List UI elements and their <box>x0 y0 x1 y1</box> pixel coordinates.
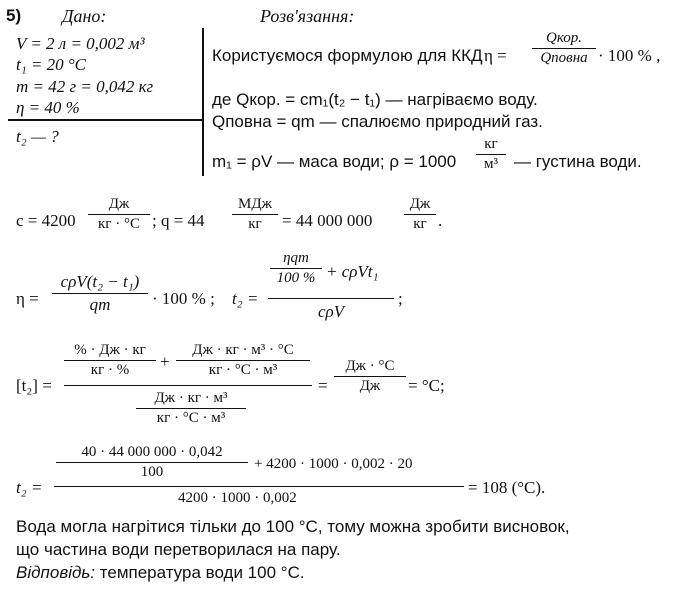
fraction-numerator: Qкор. <box>545 30 583 46</box>
fraction-numerator: % · Дж · кг <box>74 342 146 358</box>
given-label: Дано: <box>62 6 107 26</box>
fraction-denominator: кг <box>413 216 427 233</box>
calc-plus-term: + 4200 · 1000 · 0,002 · 20 <box>254 456 413 472</box>
given-underline <box>8 119 202 121</box>
fraction-bar <box>232 214 278 215</box>
t2-inner-fraction <box>270 250 322 287</box>
eta-formula-lhs: η = <box>16 289 39 308</box>
fraction-numerator: Дж · кг · м³ · °C <box>192 342 294 358</box>
solution-line-4-tail: — густина води. <box>514 152 642 171</box>
fraction-numerator: 40 · 44 000 000 · 0,042 <box>81 444 223 460</box>
fraction-bar <box>64 360 156 361</box>
specific-heat-unit <box>88 196 150 233</box>
fraction-denominator: м³ <box>484 156 498 173</box>
specific-heat-eq: c = 4200 <box>16 211 76 230</box>
fraction-bar <box>136 408 246 409</box>
efficiency-fraction <box>532 30 596 67</box>
given-volume: V = 2 л = 0,002 м³ <box>16 34 145 53</box>
t2-formula-lhs: t₂ = <box>232 289 259 308</box>
heat-of-combustion-unit-1 <box>232 196 278 233</box>
calc-lhs: t₂ = <box>16 478 43 497</box>
fraction-bar <box>476 154 506 155</box>
fraction-denominator: кг · °C · м³ <box>156 410 226 427</box>
fraction-bar <box>532 48 596 49</box>
fraction-bar <box>270 268 322 269</box>
eta-formula-tail: · 100 % ; <box>152 289 215 308</box>
solution-line-3: Qповна = qm — спалюємо природний газ. <box>212 112 543 131</box>
answer-line <box>16 563 305 583</box>
calc-inner-fraction <box>56 444 248 481</box>
heat-of-combustion-unit-2 <box>404 196 436 233</box>
fraction-denominator: кг · °C <box>98 216 140 233</box>
answer-text: температура води 100 °C. <box>95 563 305 582</box>
problem-number: 5) <box>6 6 22 25</box>
t2-formula-plus: + cρVt₁ <box>326 262 379 281</box>
eta-formula-fraction <box>52 272 148 315</box>
units-tail: = °C; <box>408 376 445 395</box>
units-term-a <box>64 342 156 379</box>
t2-formula-tail: ; <box>398 289 403 308</box>
given-mass: m = 42 г = 0,042 кг <box>16 77 154 96</box>
fraction-bar <box>176 360 310 361</box>
fraction-numerator: Дж · °C <box>345 358 395 374</box>
solution-line-1-eq: η = <box>484 46 507 65</box>
units-eq: = <box>318 376 328 395</box>
solution-line-1-tail: · 100 % , <box>598 46 661 65</box>
fraction-denominator: Qповна <box>540 50 588 67</box>
fraction-numerator: Дж <box>108 196 130 212</box>
fraction-numerator: cρV(t₂ − t₁) <box>60 272 140 291</box>
fraction-bar <box>334 376 406 377</box>
solution-line-1-text: Користуємося формулою для ККД <box>212 46 483 65</box>
units-result-fraction <box>334 358 406 395</box>
given-efficiency: η = 40 % <box>16 98 80 117</box>
t2-main-fraction-bar <box>268 298 394 299</box>
constants-end: . <box>438 211 443 230</box>
fraction-denominator: кг <box>248 216 262 233</box>
solution-label: Розв'язання: <box>260 6 355 26</box>
t2-formula-denominator: cρV <box>318 302 345 321</box>
fraction-denominator: qm <box>89 295 111 315</box>
conclusion-line-1: Вода могла нагрітися тільки до 100 °C, тому можна зробити висновок, <box>16 517 570 536</box>
conclusion-line-2: що частина води перетворилася на пару. <box>16 540 341 559</box>
fraction-numerator: МДж <box>238 196 272 212</box>
units-denominator <box>136 390 246 427</box>
units-plus: + <box>160 352 170 371</box>
heat-of-combustion-eq: ; q = 44 <box>152 211 205 230</box>
units-term-b <box>176 342 310 379</box>
fraction-numerator: Дж <box>409 196 431 212</box>
calc-denominator: 4200 · 1000 · 0,002 <box>178 490 297 506</box>
fraction-bar <box>52 293 148 294</box>
heat-of-combustion-value: = 44 000 000 <box>282 211 373 230</box>
fraction-denominator: кг · °C · м³ <box>208 362 278 379</box>
fraction-bar <box>404 214 436 215</box>
answer-label: Відповідь: <box>16 563 96 582</box>
solution-line-4-text: m₁ = ρV — маса води; ρ = 1000 <box>212 152 457 171</box>
density-unit-fraction <box>476 136 506 173</box>
fraction-bar <box>56 462 248 463</box>
fraction-numerator: ηqm <box>283 250 309 266</box>
find-quantity: t₂ — ? <box>16 127 59 146</box>
fraction-bar <box>88 214 150 215</box>
fraction-numerator: кг <box>484 136 498 152</box>
units-main-fraction-bar <box>64 385 312 386</box>
fraction-denominator: Дж <box>359 378 381 395</box>
units-lhs: [t₂] = <box>16 376 52 395</box>
fraction-denominator: 100 <box>140 464 164 481</box>
calc-result: = 108 (°C). <box>468 478 546 497</box>
given-vertical-rule <box>202 28 204 176</box>
solution-line-2: де Qкор. = cm₁(t₂ − t₁) — нагріваємо воду. <box>212 90 538 109</box>
fraction-denominator: 100 % <box>276 270 316 287</box>
fraction-numerator: Дж · кг · м³ <box>154 390 228 406</box>
fraction-denominator: кг · % <box>90 362 130 379</box>
given-initial-temperature: t₁ = 20 °C <box>16 55 86 74</box>
calc-main-fraction-bar <box>54 486 464 487</box>
